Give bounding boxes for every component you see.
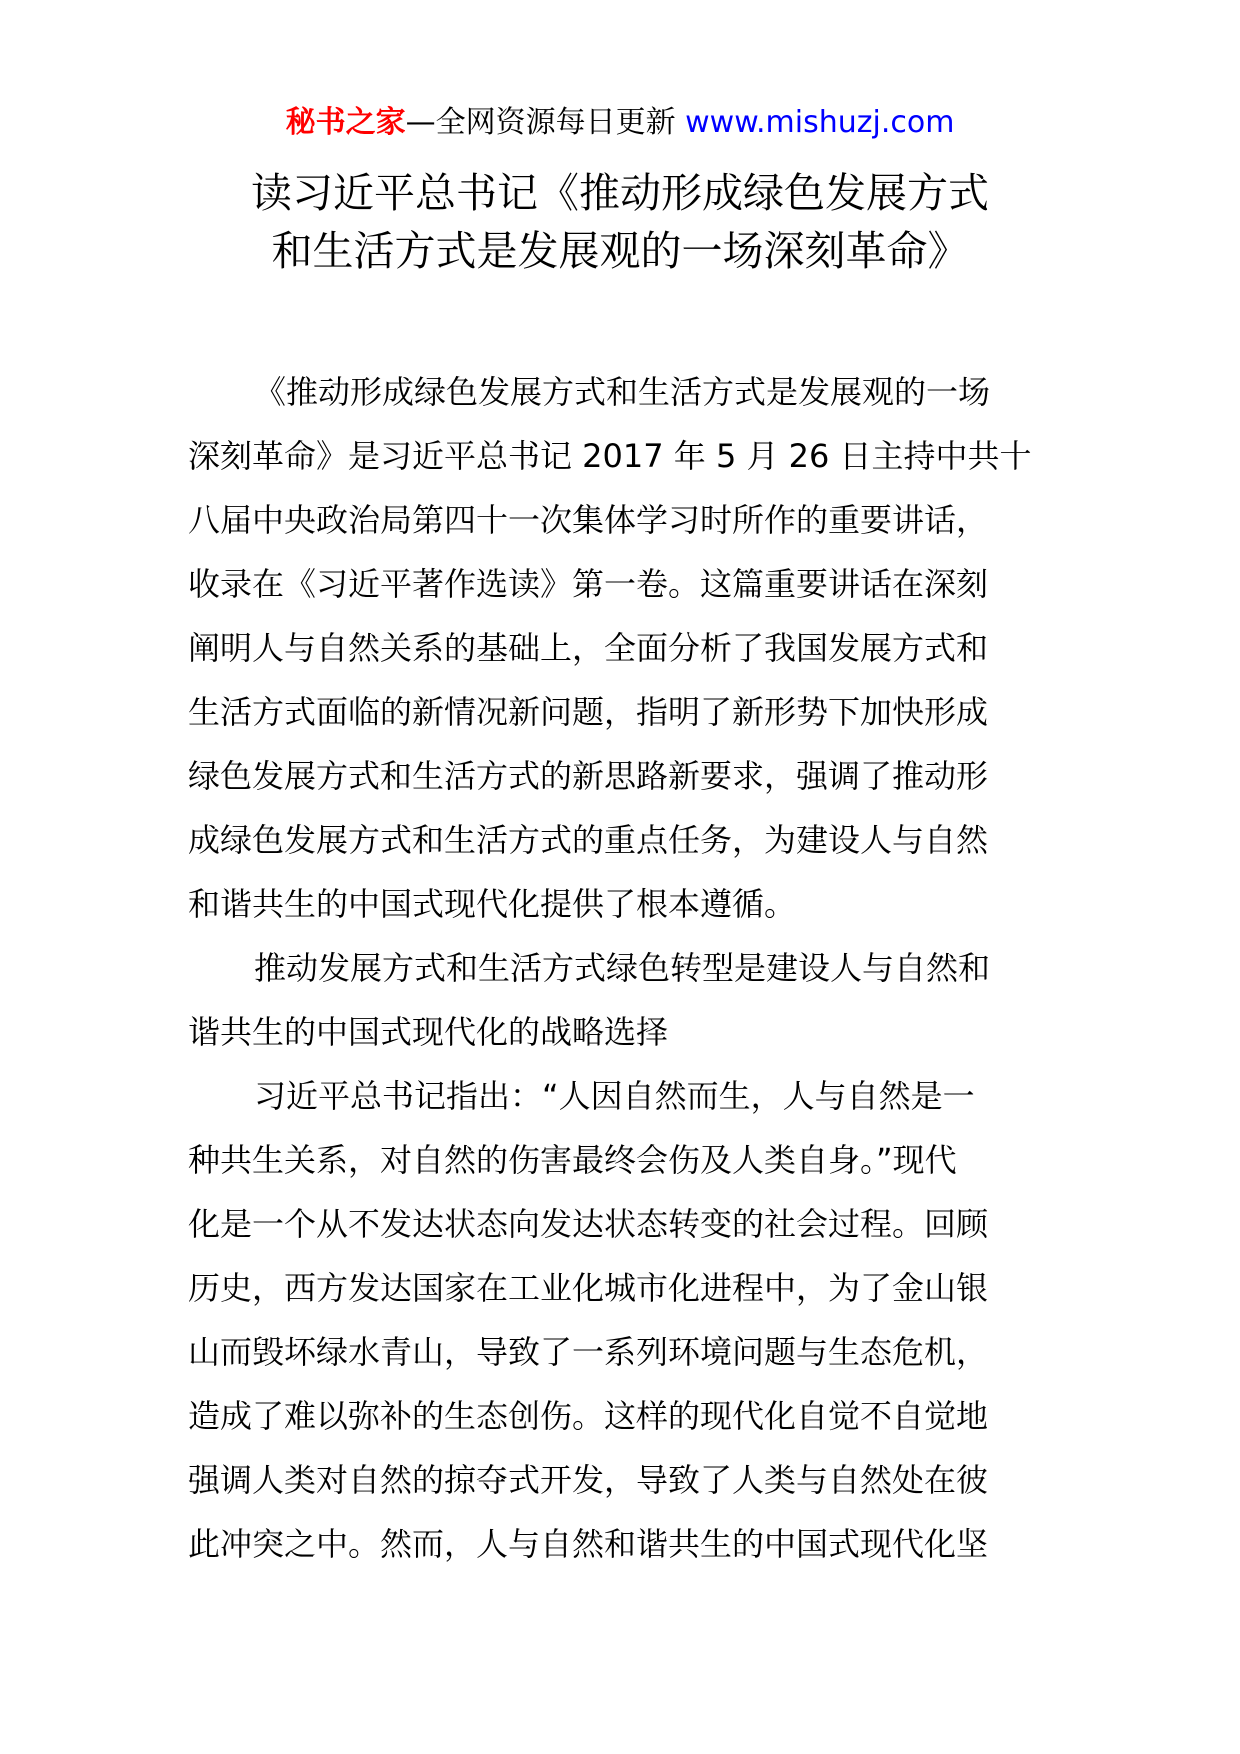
paragraph-line: 成绿色发展方式和生活方式的重点任务，为建设人与自然: [188, 821, 989, 859]
title-line: 和生活方式是发展观的一场深刻革命》: [271, 227, 969, 275]
paragraph-line: 深刻革命》是习近平总书记 2017 年 5 月 26 日主持中共十: [188, 437, 1032, 475]
paragraph-line: 造成了难以弥补的生态创伤。这样的现代化自觉不自觉地: [188, 1397, 989, 1435]
paragraph-line: 种共生关系，对自然的伤害最终会伤及人类自身。”现代: [188, 1141, 957, 1179]
section-heading-line: 推动发展方式和生活方式绿色转型是建设人与自然和: [254, 949, 991, 987]
paragraph-line: 强调人类对自然的掠夺式开发，导致了人类与自然处在彼: [188, 1461, 989, 1499]
document-header: [0, 100, 1240, 146]
title-line: 读习近平总书记《推动形成绿色发展方式: [251, 169, 989, 217]
document-title: [0, 164, 1240, 280]
paragraph-line: 山而毁坏绿水青山，导致了一系列环境问题与生态危机，: [188, 1333, 989, 1371]
paragraph-line: 生活方式面临的新情况新问题，指明了新形势下加快形成: [188, 693, 989, 731]
paragraph-line: 和谐共生的中国式现代化提供了根本遵循。: [188, 885, 797, 923]
brand-name: 秘书之家: [285, 105, 406, 140]
site-url-link[interactable]: www.mishuzj.com: [685, 105, 955, 140]
paragraph-line: 《推动形成绿色发展方式和生活方式是发展观的一场: [254, 373, 991, 411]
paragraph-line: 八届中央政治局第四十一次集体学习时所作的重要讲话，: [188, 501, 989, 539]
paragraph-line: 化是一个从不发达状态向发达状态转变的社会过程。回顾: [188, 1205, 989, 1243]
section-heading-line: 谐共生的中国式现代化的战略选择: [188, 1013, 669, 1051]
paragraph-line: 历史，西方发达国家在工业化城市化进程中，为了金山银: [188, 1269, 989, 1307]
document-body: [188, 360, 1058, 1576]
paragraph-line: 此冲突之中。然而，人与自然和谐共生的中国式现代化坚: [188, 1525, 989, 1563]
header-tagline: —全网资源每日更新: [405, 105, 676, 140]
paragraph-line: 习近平总书记指出：“人因自然而生，人与自然是一: [254, 1077, 975, 1115]
paragraph-line: 绿色发展方式和生活方式的新思路新要求，强调了推动形: [188, 757, 989, 795]
paragraph-line: 收录在《习近平著作选读》第一卷。这篇重要讲话在深刻: [188, 565, 989, 603]
paragraph-line: 阐明人与自然关系的基础上，全面分析了我国发展方式和: [188, 629, 989, 667]
